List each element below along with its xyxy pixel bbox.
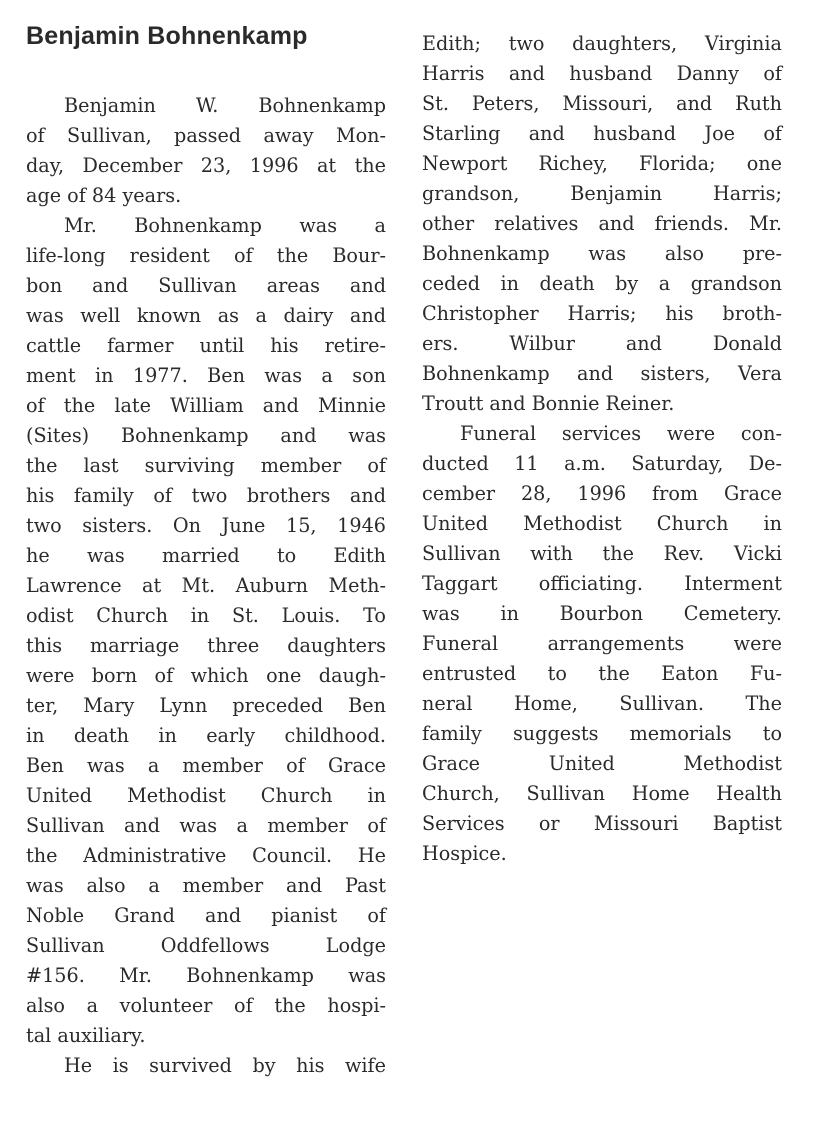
text-line: Starling and husband Joe of: [422, 122, 782, 145]
text-line: Church, Sullivan Home Health: [422, 782, 782, 805]
text-line: He is survived by his wife: [64, 1054, 386, 1077]
text-line: his family of two brothers and: [26, 484, 386, 507]
text-line: Funeral arrangements were: [422, 632, 782, 655]
text-line: St. Peters, Missouri, and Ruth: [422, 92, 782, 115]
text-line: the last surviving member of: [26, 454, 386, 477]
text-line: neral Home, Sullivan. The: [422, 692, 782, 715]
text-line: Services or Missouri Baptist: [422, 812, 782, 835]
text-line: Noble Grand and pianist of: [26, 904, 386, 927]
text-line: ducted 11 a.m. Saturday, De-: [422, 452, 782, 475]
text-line: Benjamin W. Bohnenkamp: [64, 94, 386, 117]
text-line: were born of which one daugh-: [26, 664, 386, 687]
text-line: was also a member and Past: [26, 874, 386, 897]
text-line: grandson, Benjamin Harris;: [422, 182, 782, 205]
text-line: was well known as a dairy and: [26, 304, 386, 327]
text-line: United Methodist Church in: [422, 512, 782, 535]
text-line: Newport Richey, Florida; one: [422, 152, 782, 175]
text-line: (Sites) Bohnenkamp and was: [26, 424, 386, 447]
text-line: Edith; two daughters, Virginia: [422, 32, 782, 55]
text-line: cattle farmer until his retire-: [26, 334, 386, 357]
text-line: he was married to Edith: [26, 544, 386, 567]
text-line: Grace United Methodist: [422, 752, 782, 775]
text-line: United Methodist Church in: [26, 784, 386, 807]
obituary-headline: Benjamin Bohnenkamp: [26, 22, 308, 50]
text-line: bon and Sullivan areas and: [26, 274, 386, 297]
text-line: this marriage three daughters: [26, 634, 386, 657]
text-line: Sullivan and was a member of: [26, 814, 386, 837]
text-line: family suggests memorials to: [422, 722, 782, 745]
text-line: ter, Mary Lynn preceded Ben: [26, 694, 386, 717]
text-line: Funeral services were con-: [460, 422, 782, 445]
text-line: Sullivan Oddfellows Lodge: [26, 934, 386, 957]
text-line: odist Church in St. Louis. To: [26, 604, 386, 627]
text-line: cember 28, 1996 from Grace: [422, 482, 782, 505]
text-line: Mr. Bohnenkamp was a: [64, 214, 386, 237]
text-line: Troutt and Bonnie Reiner.: [422, 392, 675, 415]
text-line: also a volunteer of the hospi-: [26, 994, 386, 1017]
text-line: Harris and husband Danny of: [422, 62, 782, 85]
text-line: other relatives and friends. Mr.: [422, 212, 782, 235]
text-line: Taggart officiating. Interment: [422, 572, 782, 595]
text-line: entrusted to the Eaton Fu-: [422, 662, 782, 685]
text-line: was in Bourbon Cemetery.: [422, 602, 782, 625]
text-line: the Administrative Council. He: [26, 844, 386, 867]
text-line: age of 84 years.: [26, 184, 182, 207]
text-line: day, December 23, 1996 at the: [26, 154, 386, 177]
text-line: Sullivan with the Rev. Vicki: [422, 542, 782, 565]
text-line: ceded in death by a grandson: [422, 272, 782, 295]
text-line: tal auxiliary.: [26, 1024, 146, 1047]
text-line: Bohnenkamp and sisters, Vera: [422, 362, 782, 385]
text-line: ment in 1977. Ben was a son: [26, 364, 386, 387]
text-line: Hospice.: [422, 842, 507, 865]
text-line: ers. Wilbur and Donald: [422, 332, 782, 355]
text-line: of the late William and Minnie: [26, 394, 386, 417]
text-line: two sisters. On June 15, 1946: [26, 514, 386, 537]
text-line: life-long resident of the Bour-: [26, 244, 386, 267]
text-line: of Sullivan, passed away Mon-: [26, 124, 386, 147]
text-line: in death in early childhood.: [26, 724, 386, 747]
text-line: Lawrence at Mt. Auburn Meth-: [26, 574, 386, 597]
text-line: Ben was a member of Grace: [26, 754, 386, 777]
text-line: Christopher Harris; his broth-: [422, 302, 782, 325]
text-line: #156. Mr. Bohnenkamp was: [26, 964, 386, 987]
text-line: Bohnenkamp was also pre-: [422, 242, 782, 265]
